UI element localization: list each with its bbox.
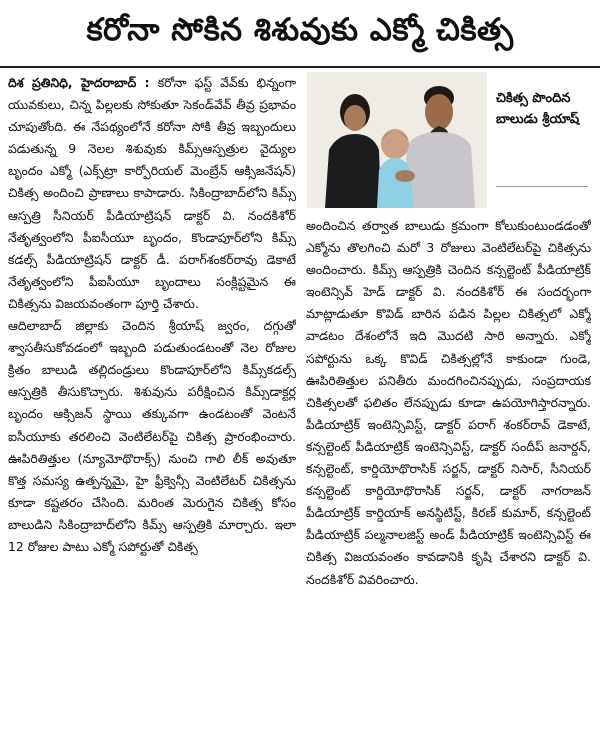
- article-paragraph: ఆదిలాబాద్ జిల్లాకు చెందిన శ్రీయాష్ జ్వరం, దగ్గుతో శ్వాసతీసుకోవడంలో ఇబ్బంది పడుతుండటంతో నెల రోజుల క్రితం బాలుడి తల్లిదండ్రులు కొండాపూర్‌లోని కిమ్స్‌కడల్స్ ఆస్పత్రికి తీసుకొచ్చారు. శిశువును పరీక్షించిన కిమ్స్‌డాక్టర్ల బృందం ఆక్సిజన్ స్థాయి తక్కువగా ఉండటంతో వెంటనే ఐసీయూకు తరలించి వెంటిలేటర్‌పై చికిత్స ప్రారంభించారు. ఊపిరితిత్తుల (న్యూమోథొరాక్స్) నుంచి గాలి లీక్ అవుతూ కొత్త సమస్య ఉత్పన్నమై, హై ఫ్రీక్వెన్సీ వెంటిలేటర్ చికిత్సను కూడా కష్టతరం చేసింది. మరింత మెరుగైన చికిత్స కోసం బాలుడిని సికింద్రాబాద్‌లోని కిమ్స్ ఆస్పత్రికి మార్చారు. ఇలా 12 రోజుల పాటు ఎక్మో సపోర్టుతో చికిత్స: [8, 318, 296, 554]
- caption-rule: [496, 186, 588, 187]
- article-paragraph: [8, 72, 296, 315]
- photo-caption: చికిత్స పొందిన బాలుడు శ్రీయాష్: [496, 91, 580, 127]
- family-photo-illustration: [307, 72, 487, 208]
- article-right-column: [306, 215, 591, 740]
- headline-rule: [0, 66, 600, 68]
- article-paragraph: అందించిన తర్వాత బాలుడు క్రమంగా కోలుకుంటుండడంతో ఎక్మోను తొలగించి మరో 3 రోజులు వెంటిలేటర్‌పై చికిత్సను అందించారు. కిమ్స్ ఆస్పత్రికి చెందిన కన్సల్టెంట్ పీడియాట్రిక్ ఇంటెన్సివ్ హెడ్ డాక్టర్ వి. నందకిశోర్ ఈ సందర్భంగా మాట్లాడుతూ కొవిడ్ బారిన పడిన పిల్లల చికిత్సలో ఎక్మో వాడటం దేశంలోనే ఇది మొదటి సారి అన్నారు. ఎక్మో సపోర్టును ఒక్క కొవిడ్ చికిత్సల్లోనే కాకుండా గుండె, ఊపిరితిత్తుల పనితీరు మందగించినప్పుడు, సంప్రదాయక చికిత్సలతో ఫలితం లేనప్పుడు కూడా ఉపయోగిస్తారన్నారు. పీడియాట్రిక్ ఇంటెన్సివిస్ట్, డాక్టర్ పరాగ్ శంకర్‌రావ్ డెకాటే, కన్సల్టెంట్ పీడియాట్రిక్ ఇంటెన్సివిస్ట్, డాక్టర్ సందీప్ జనార్దన్, కన్సల్టెంట్, కార్డియోథొరాసిక్ సర్జన్, డాక్టర్ నిసార్, సీనియర్ కన్సల్టెంట్ కార్డియోథొరాసిక్ సర్జన్, డాక్టర్ నాగరాజన్ పీడియాట్రిక్ కార్డియాక్ అనస్థిటిస్ట్, కిరణ్ కుమార్, కన్సల్టెంట్ పీడియాట్రిక్ పల్మనాలజిస్ట్ అండ్ పీడియాట్రిక్ ఇంటెన్సివిస్ట్ ఈ చికిత్స విజయవంతం కావడానికి కృషి చేశారని డాక్టర్ వి. నందకిశోర్ వివరించారు.: [306, 218, 591, 587]
- headline: కరోనా సోకిన శిశువుకు ఎక్మో చికిత్స: [86, 11, 514, 48]
- dateline: దిశ ప్రతినిధి, హైదరాబాద్ :: [8, 75, 150, 90]
- article-left-column: [8, 72, 296, 740]
- article-paragraph-text: కరోనా ఫస్ట్ వేవ్‌కు భిన్నంగా యువకులు, చిన్న పిల్లలకు సోకుతూ సెకండ్‌వేవ్ తీవ్ర ప్రభావం చూపుతోంది. ఈ నేపథ్యంలోనే కరోనా సోకి తీవ్ర ఇబ్బందులు పడుతున్న 9 నెలల శిశువుకు కిమ్స్‌ఆస్పత్రుల వైద్యుల బృందం ఎక్మో (ఎక్స్‌ట్రా కార్పోరియల్ మెంబ్రేన్ ఆక్సిజనేషన్) చికిత్స అందించి ప్రాణాలు కాపాడారు. సికింద్రాబాద్‌లోని కిమ్స్ ఆస్పత్రి సీనియర్ పీడియాట్రిషన్ డాక్టర్ వి. నందకిశోర్ నేతృత్వంలోని పీఐసీయూ బృందం, కొండాపూర్‌లోని కిమ్స్ కడల్స్ పీడియాట్రిషన్ డాక్టర్ డీ. పరాగ్‌శంకర్‌రావు డెకాటే నేతృత్వంలోని పీఐసీయూ బృందాలు సంక్లిష్టమైన ఈ చికిత్సను విజయవంతంగా పూర్తి చేశారు.: [8, 75, 296, 311]
- news-photo: [307, 72, 487, 208]
